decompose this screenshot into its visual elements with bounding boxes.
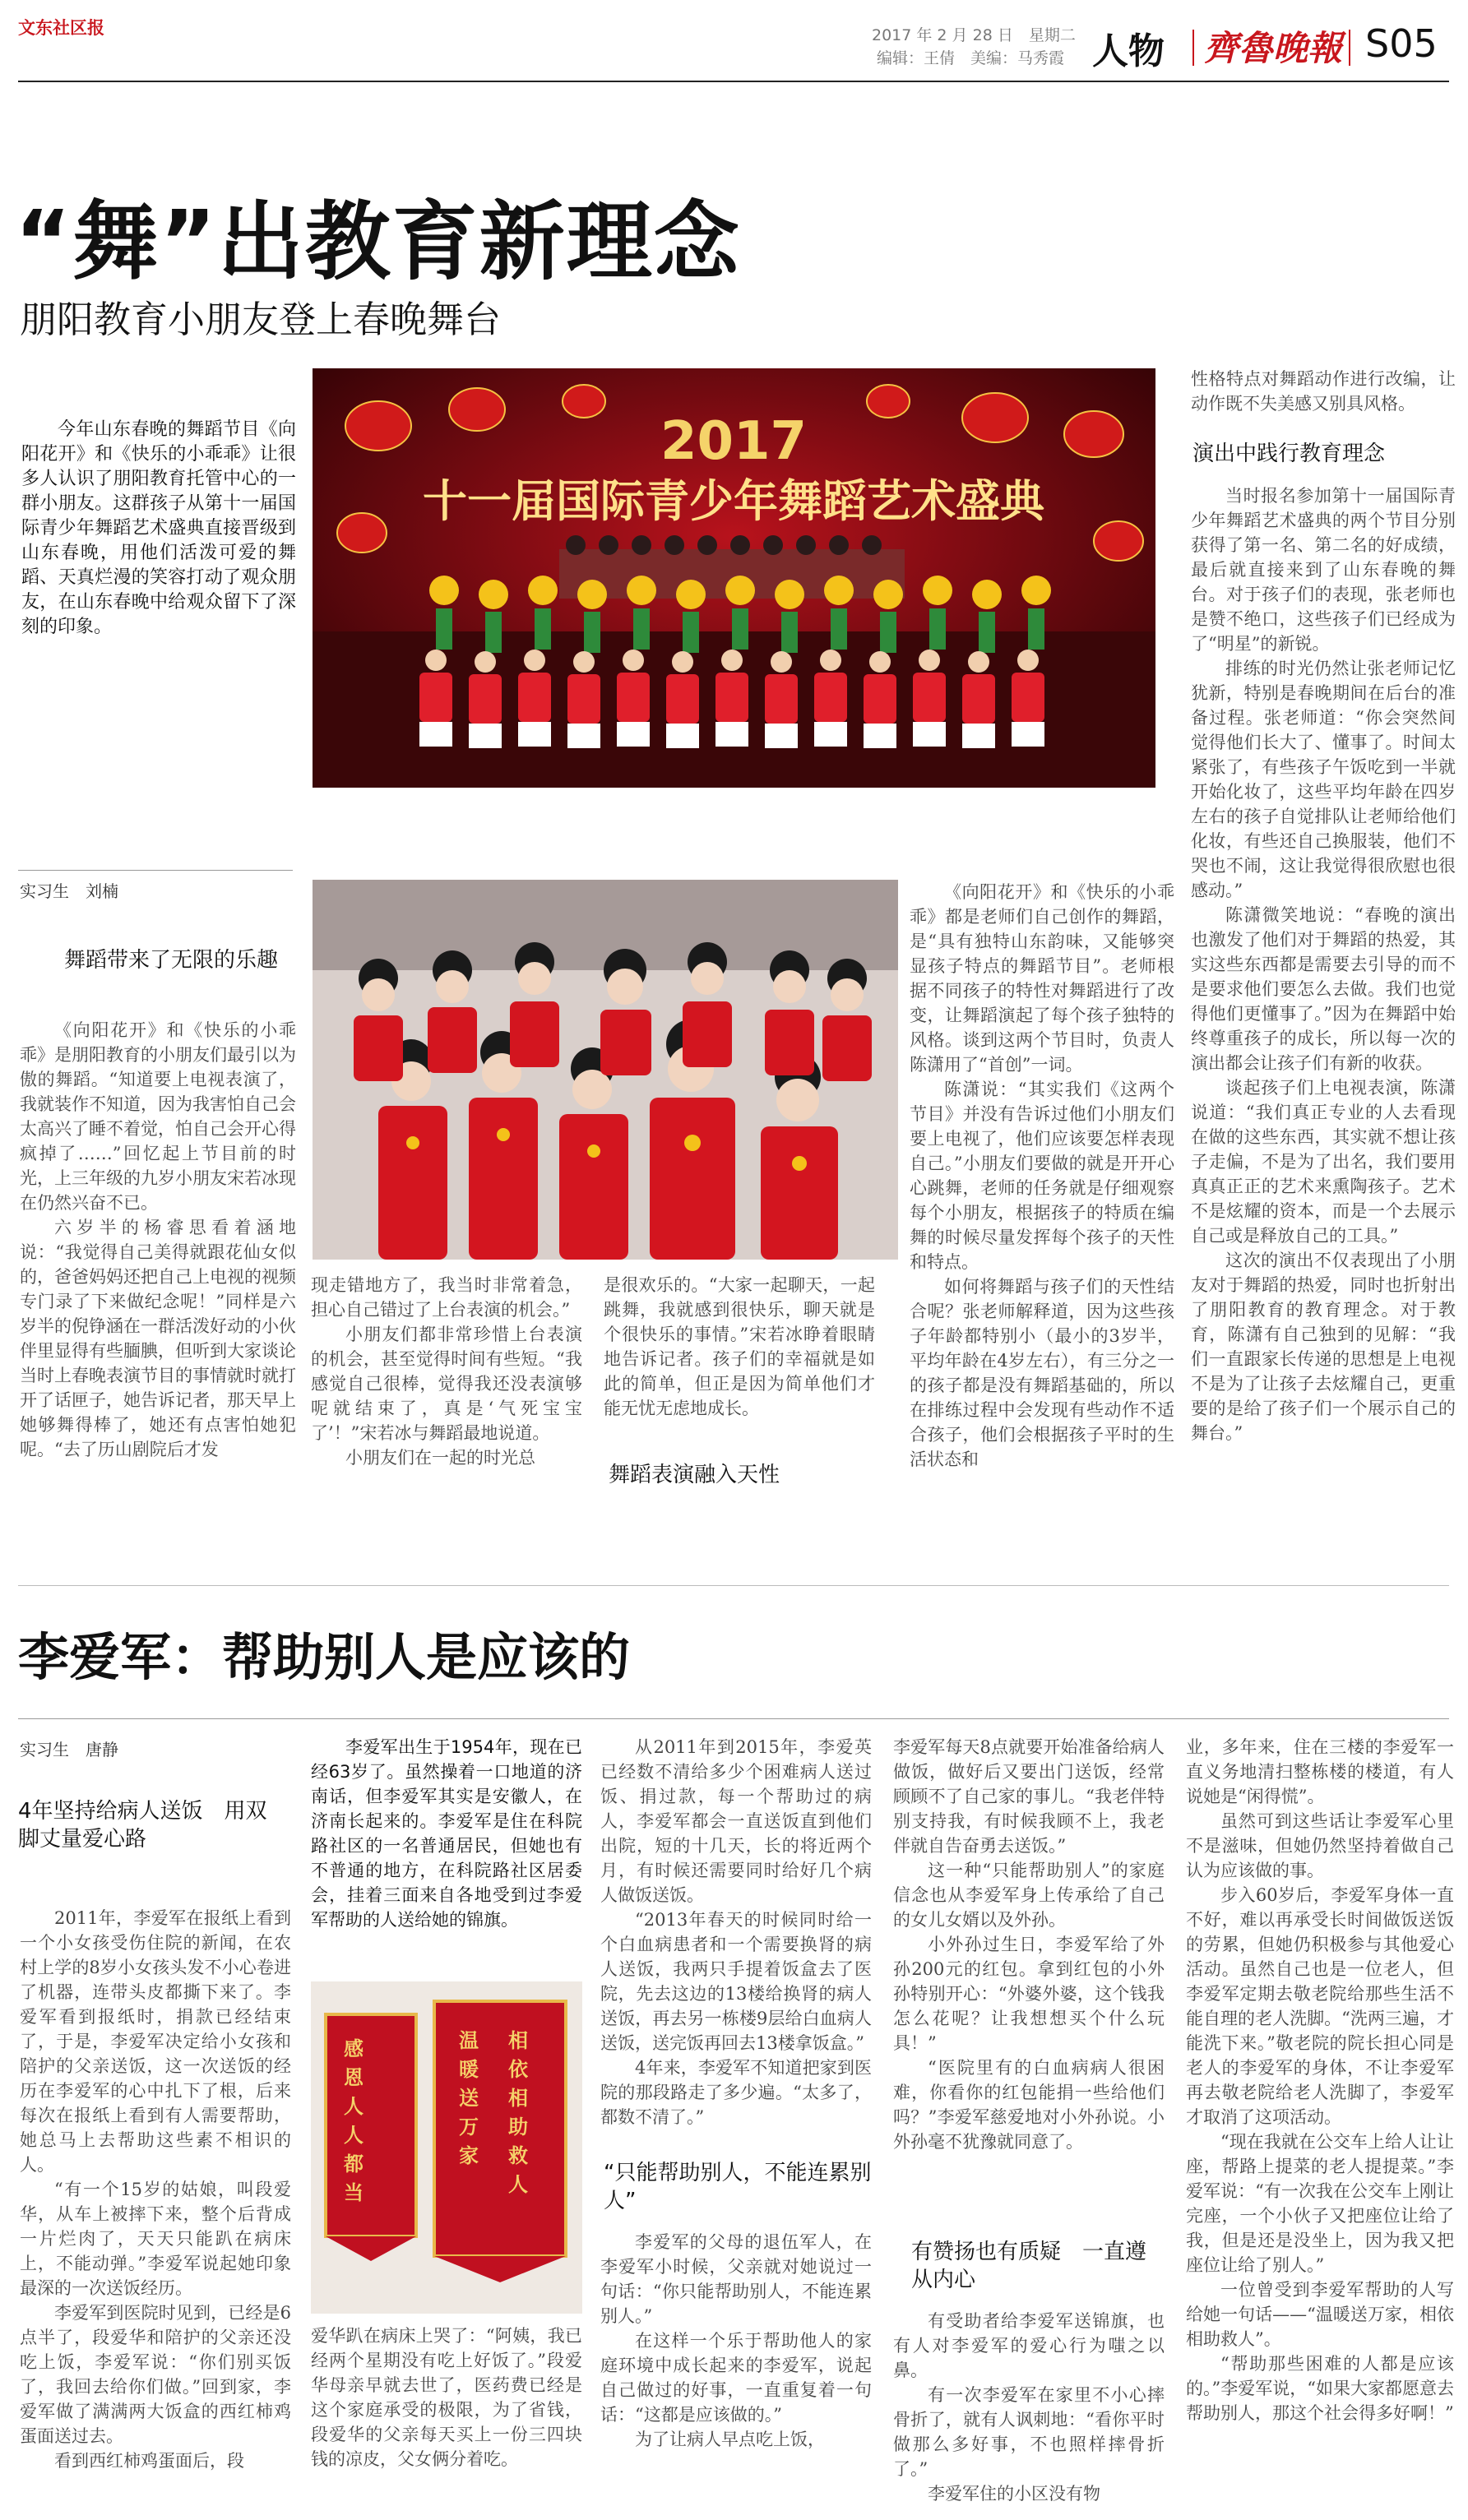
editors-line: 编辑：王倩 美编：马秀霞 [877, 49, 1065, 67]
story1-subhead-3: 演出中践行教育理念 [1192, 442, 1386, 466]
svg-text:相: 相 [508, 2029, 528, 2052]
s2-col-c-para-1: 从2011年到2015年，李爱英已经数不清给多少个困难病人送过饭、捐过款，每一个帮助过的病人，李爱军都会一直送饭直到他们出院，短的十几天，长的将近两个月，有时候还需要同时给好几个病人做饭送饭。 [600, 1737, 872, 1905]
story1-lead: 今年山东春晚的舞蹈节目《向阳花开》和《快乐的小乖乖》让很多人认识了朋阳教育托管中心的一群小朋友。这群孩子从第十一届国际青少年舞蹈艺术盛典直接晋级到山东春晚，用他们活泼可爱的舞蹈、天真烂漫的笑容打动了观众朋友，在山东春晚中给观众留下了深刻的印象。 [21, 419, 296, 637]
s2-col-e-para-4: “现在我就在公交车上给人让让座，帮路上提菜的老人提提菜。”李爱军说：“有一次我在公交车上刚让完座，一个小伙子又把座位让给了我，但是还是没坐上，因为我又把座位让给了别人。” [1186, 2132, 1454, 2275]
story1-col-c [604, 1273, 875, 1421]
story1-col-b [311, 1273, 582, 1470]
s2-col-a-para-3: 李爱军到医院时见到，已经是6点半了，段爱华和陪护的父亲还没吃上饭，李爱军说：“你们别买饭了，我回去给你们做。”回到家，李爱军做了满满两大饭盒的西红柿鸡蛋面送过去。 [20, 2303, 291, 2446]
backstage-photo-illustration [313, 880, 898, 1260]
photo1-banner-text: 十一届国际青少年舞蹈艺术盛典 [423, 475, 1044, 527]
col-e-para-4: 谈起孩子们上电视表演，陈潇说道：“我们真正专业的人去看现在做的这些东西，其实就不想让孩子走偏，不是为了出名，我们要用真真正正的艺术来熏陶孩子。艺术不是炫耀的资本，而是一个去展示自己或是释放自己的工具。” [1191, 1078, 1456, 1246]
s2-col-a-para-1: 2011年，李爱军在报纸上看到一个小女孩受伤住院的新闻，在农村上学的8岁小女孩头发不小心卷进了机器，连带头皮都撕下来了。李爱军看到报纸时，捐款已经结束了，于是，李爱军决定给小女孩和陪护的父亲送饭，这一次送饭的经历在李爱军的心中扎下了根，后来每次在报纸上看到有人需要帮助，她总马上去帮助这些素不相识的人。 [20, 1908, 291, 2175]
svg-text:人: 人 [344, 2095, 364, 2118]
story2-col-c [600, 1735, 872, 2129]
s2-col-d-para-2: 这一种“只能帮助别人”的家庭信念也从李爱军身上传承给了自己的女儿女婿以及外孙。 [893, 1861, 1165, 1930]
col-d-para-3: 如何将舞蹈与孩子们的天性结合呢？张老师解释道，因为这些孩子年龄都特别小（最小的3岁半，平均年龄在4岁左右），有三分之一的孩子都是没有舞蹈基础的，所以在排练过程中会发现有些动作不适合孩子，他们会根据孩子平时的生活状态和 [910, 1277, 1174, 1469]
story1-subheadline: 朋阳教育小朋友登上春晚舞台 [20, 298, 502, 341]
story1-headline: “舞”出教育新理念 [15, 192, 741, 292]
s2-col-c2-para-3: 为了让病人早点吃上饭， [635, 2430, 825, 2449]
s2-col-c2-para-2: 在这样一个乐于帮助他人的家庭环境中成长起来的李爱军，说起自己做过的好事，一直重复着一句话：“这都是应该做的。” [600, 2331, 872, 2425]
story2-byline: 实习生 唐静 [20, 1740, 118, 1759]
s2-col-d-para-3: 小外孙过生日，李爱军给了外孙200元的红包。拿到红包的小外孙特别开心：“外婆外婆，这个钱我怎么花呢？让我想想买个什么玩具！” [893, 1935, 1165, 2053]
story2-subhead-1: 4年坚持给病人送饭 用双脚丈量爱心路 [18, 1799, 267, 1852]
story2-col-d [893, 1735, 1165, 2154]
story2-col-b [311, 2323, 582, 2471]
s2-col-a-para-4: 看到西红柿鸡蛋面后，段 [54, 2451, 244, 2471]
svg-text:人: 人 [344, 2124, 364, 2147]
story2-banners-photo [311, 1981, 582, 2314]
s2-col-e-para-5: 一位曾受到李爱军帮助的人写给她一句话——“温暖送万家，相依相助救人”。 [1186, 2280, 1454, 2349]
s2-col-b-para-1: 爱华趴在病床上哭了：“阿姨，我已经两个星期没有吃上好饭了。”段爱华母亲早就去世了，医药费已经是这个家庭承受的极限，为了省钱，段爱华的父亲每天买上一份三四块钱的凉皮，父女俩分着吃。 [311, 2326, 582, 2469]
col-a-para-2: 六岁半的杨睿思看着涵地说：“我觉得自己美得就跟花仙女似的，爸爸妈妈还把自己上电视的视频专门录了下来做纪念呢！”同样是六岁半的倪铮涵在一群活泼好动的小伙伴里显得有些腼腆，但听到大家谈论当时上春晚表演节目的事情就时就打开了话匣子，她告诉记者，那天早上她够舞得棒了，她还有点害怕她犯呢。“去了历山剧院后才发 [20, 1218, 296, 1459]
svg-text:救: 救 [508, 2144, 528, 2167]
s2-col-d2-para-3: 李爱军住的小区没有物 [928, 2484, 1100, 2504]
col-c-para-1: 是很欢乐的。“大家一起聊天，一起跳舞，我就感到很快乐，聊天就是个很快乐的事情。”宋若冰睁着眼睛地告诉记者。孩子们的幸福就是如此的简单，但正是因为简单他们才能无忧无虑地成长。 [604, 1275, 875, 1418]
story2-subhead-2: “只能帮助别人，不能连累别人” [604, 2161, 872, 2213]
svg-text:万: 万 [459, 2115, 479, 2139]
story2-subhead-3: 有赞扬也有质疑 一直遵从内心 [911, 2240, 1147, 2292]
col-e-top-para: 性格特点对舞蹈动作进行改编，让动作既不失美感又别具风格。 [1191, 369, 1456, 414]
col-e-para-1: 当时报名参加第十一届国际青少年舞蹈艺术盛典的两个节目分别获得了第一名、第二名的好成绩，最后就直接来到了山东春晚的舞台。对于孩子们的表现，张老师也是赞不绝口，这些孩子们已经成为了“明星”的新锐。 [1191, 486, 1456, 654]
section-title: 人物 [1092, 30, 1165, 72]
s2-col-c-para-2: “2013年春天的时候同时给一个白血病患者和一个需要换肾的病人送饭，我两只手提着饭盒去了医院，先去这边的13楼给换肾的病人送饭，再去另一栋楼9层给白血病人送饭，送完饭再回去13楼拿饭盒。” [600, 1910, 872, 2053]
paper-name-logo: 齊魯晚報 [1204, 28, 1343, 68]
story2-headline: 李爱军：帮助别人是应该的 [18, 1627, 631, 1687]
s2-col-a-para-2: “有一个15岁的姑娘，叫段爱华，从车上被摔下来，整个后背成一片烂肉了，天天只能趴在病床上，不能动弹。”李爱军说起她印象最深的一次送饭经历。 [20, 2180, 291, 2298]
stage-photo-illustration [313, 368, 1155, 788]
col-b-para-2: 小朋友们都非常珍惜上台表演的机会，甚至觉得时间有些短。“我感觉自己很棒，觉得我还没表演够呢就结束了，真是‘气死宝宝了’！”宋若冰与舞蹈最地说道。 [311, 1325, 582, 1443]
col-d-para-2: 陈潇说：“其实我们《这两个节目》并没有告诉过他们小朋友们要上电视了，他们应该要怎样表现自己。”小朋友们要做的就是开开心心跳舞，老师的任务就是仔细观察每个小朋友，根据孩子的特质在编舞的时候尽量发挥每个孩子的天性和特点。 [910, 1080, 1174, 1272]
col-e-para-2: 排练的时光仍然让张老师记忆犹新，特别是春晚期间在后台的准备过程。张老师道：“你会突然间觉得他们长大了、懂事了。时间太紧张了，有些孩子午饭吃到一半就开始化妆了，这些平均年龄在四岁左右的孩子自觉排队让老师给他们化妆，有些还自己换服装，他们不哭也不闹，这让我觉得很欣慰也很感动。” [1191, 659, 1456, 900]
svg-text:暖: 暖 [459, 2058, 479, 2081]
s2-col-e-para-6: “帮助那些困难的人都是应该的。”李爱军说，“如果大家都愿意去帮助别人，那这个社会得多好啊！” [1186, 2354, 1454, 2423]
col-b-para-1: 现走错地方了，我当时非常着急，担心自己错过了上台表演的机会。” [311, 1275, 582, 1320]
svg-text:人: 人 [508, 2173, 528, 2196]
s2-col-c-para-3: 4年来，李爱军不知道把家到医院的那段路走了多少遍。“太多了，都数不清了。” [600, 2058, 872, 2127]
col-e-para-3: 陈潇微笑地说：“春晚的演出也激发了他们对于舞蹈的热爱，其实这些东西都是需要去引导的而不是要求他们要怎么去做。我们也觉得他们更懂事了。”因为在舞蹈中始终尊重孩子的成长，所以每一次的演出都会让孩子们有新的收获。 [1191, 905, 1456, 1073]
s2-col-d2-para-1: 有受助者给李爱军送锦旗，也有人对李爱军的爱心行为嗤之以鼻。 [893, 2311, 1165, 2380]
story1-subhead-2: 舞蹈表演融入天性 [609, 1463, 780, 1487]
story2-lead: 李爱军出生于1954年，现在已经63岁了。虽然操着一口地道的济南话，但李爱军其实是安徽人，在济南长起来的。李爱军是住在科院路社区的一名普通居民，但她也有不普通的地方，在科院路社区居委会，挂着三面来自各地受到过李爱军帮助的人送给她的锦旗。 [311, 1737, 582, 1930]
story1-backstage-photo [313, 880, 898, 1260]
story2-col-d2 [893, 2309, 1165, 2506]
col-b-para-3: 小朋友们在一起的时光总 [345, 1448, 535, 1468]
s2-col-c2-para-1: 李爱军的父母的退伍军人，在李爱军小时候，父亲就对她说过一句话：“你只能帮助别人，不能连累别人。” [600, 2232, 872, 2326]
header-divider-2 [1349, 30, 1350, 66]
svg-text:依: 依 [508, 2058, 528, 2081]
svg-text:相: 相 [508, 2087, 528, 2110]
svg-text:助: 助 [508, 2115, 528, 2139]
svg-text:恩: 恩 [344, 2066, 364, 2089]
story2-rule [18, 1718, 1449, 1719]
banners-photo-illustration [311, 1981, 582, 2314]
s2-col-e-para-3: 步入60岁后，李爱军身体一直不好，难以再承受长时间做饭送饭的劳累，但她仍积极参与其他爱心活动。虽然自己也是一位老人，但李爱军定期去敬老院给那些生活不能自理的老人洗脚。“洗两三遍，才能洗下来。”敬老院的院长担心同是老人的李爱军的身体，不让李爱军再去敬老院给老人洗脚了，李爱军才取消了这项活动。 [1186, 1885, 1454, 2127]
svg-text:都: 都 [344, 2152, 364, 2176]
s2-col-d-para-4: “医院里有的白血病病人很困难，你看你的红包能捐一些给他们吗？”李爱军慈爱地对小外孙说。小外孙毫不犹豫就同意了。 [893, 2058, 1165, 2152]
svg-text:家: 家 [459, 2144, 479, 2167]
col-d-para-1: 《向阳花开》和《快乐的小乖乖》都是老师们自己创作的舞蹈，是“具有独特山东韵味，又能够突显孩子特点的舞蹈节目”。老师根据不同孩子的特性对舞蹈进行了改变，让舞蹈演起了每个孩子独特的风格。谈到这两个节目时，负责人陈潇用了“首创”一词。 [910, 882, 1174, 1075]
story1-col-e-top [1191, 367, 1456, 416]
col-a-para-1: 《向阳花开》和《快乐的小乖乖》是朋阳教育的小朋友们最引以为傲的舞蹈。“知道要上电视表演了，我就装作不知道，因为我害怕自己会太高兴了睡不着觉，怕自己会开心得疯掉了……”回忆起上节目前的时光，上三年级的九岁小朋友宋若冰现在仍然兴奋不已。 [20, 1020, 296, 1213]
story2-col-a [20, 1906, 291, 2473]
svg-text:送: 送 [459, 2087, 479, 2110]
page-number: S05 [1365, 21, 1438, 66]
svg-text:温: 温 [459, 2029, 479, 2052]
s2-col-e-para-2: 虽然可到这些话让李爱军心里不是滋味，但她仍然坚持着做自己认为应该做的事。 [1186, 1811, 1454, 1880]
story1-subhead-1: 舞蹈带来了无限的乐趣 [64, 948, 279, 973]
story2-col-e [1186, 1735, 1454, 2425]
story-separator [18, 1585, 1449, 1586]
header-rule [18, 81, 1449, 82]
section-left-label: 文东社区报 [18, 18, 104, 38]
story1-byline-rule [18, 870, 293, 871]
story1-col-a [20, 1018, 296, 1462]
story1-col-d [910, 880, 1174, 1472]
svg-text:感: 感 [344, 2037, 364, 2060]
s2-col-d2-para-2: 有一次李爱军在家里不小心摔骨折了，就有人讽刺地：“看你平时做那么多好事，不也照样摔骨折了。” [893, 2385, 1165, 2479]
svg-text:当: 当 [344, 2181, 364, 2204]
header-divider [1192, 30, 1194, 66]
story1-col-e [1191, 483, 1456, 1445]
s2-col-d-para-1: 李爱军每天8点就要开始准备给病人做饭，做好后又要出门送饭，经常顾顾不了自己家的事儿。“我老伴特别支持我，有时候我顾不上，我老伴就自告奋勇去送饭。” [893, 1737, 1165, 1856]
story1-stage-photo [313, 368, 1155, 788]
date-line: 2017 年 2 月 28 日 星期二 [872, 26, 1076, 44]
story2-col-c2 [600, 2230, 872, 2452]
s2-col-e-para-1: 业，多年来，住在三楼的李爱军一直义务地清扫整栋楼的楼道，有人说她是“闲得慌”。 [1186, 1737, 1454, 1806]
photo1-year-text: 2017 [660, 411, 808, 472]
story1-byline: 实习生 刘楠 [20, 881, 118, 901]
col-e-para-5: 这次的演出不仅表现出了小朋友对于舞蹈的热爱，同时也折射出了朋阳教育的教育理念。对于教育，陈潇有自己独到的见解：“我们一直跟家长传递的思想是上电视不是为了让孩子去炫耀自己，更重要的是给了孩子们一个展示自己的舞台。” [1191, 1251, 1456, 1443]
